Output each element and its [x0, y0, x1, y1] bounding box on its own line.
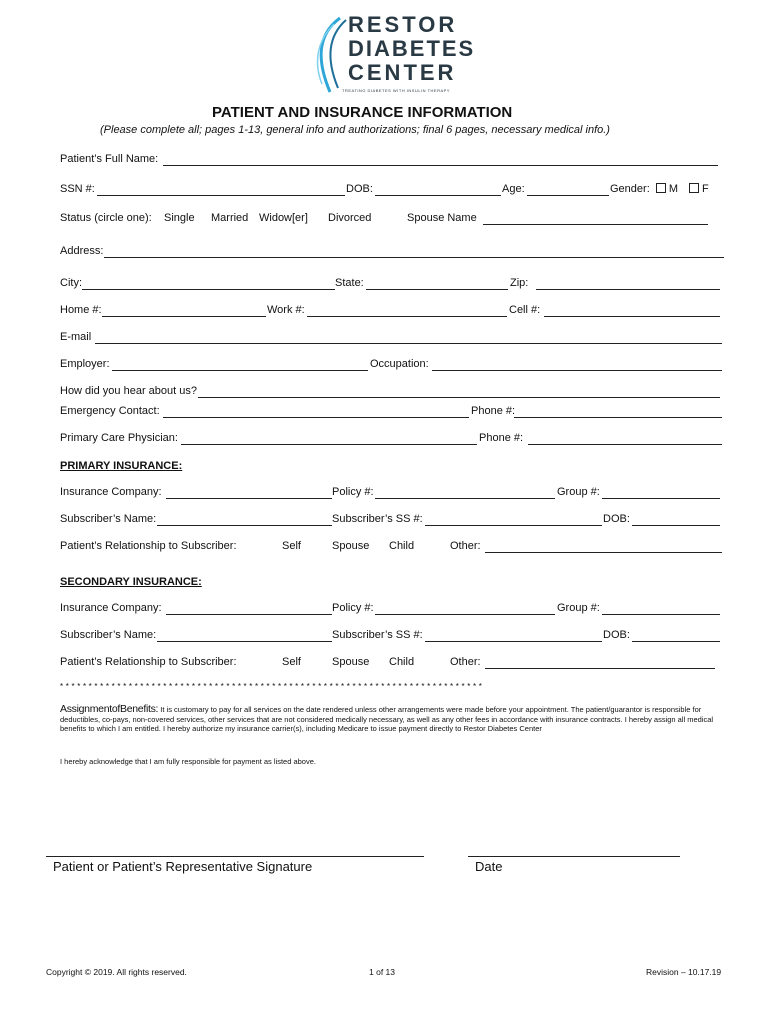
work-label: Work #:: [267, 304, 305, 316]
secondary-rel-child[interactable]: Child: [389, 656, 415, 668]
employer-field[interactable]: [112, 370, 368, 371]
dob-label: DOB:: [346, 183, 373, 195]
cell-label: Cell #:: [509, 304, 541, 316]
dob-field[interactable]: [375, 195, 501, 196]
benefits-text: It is customary to pay for all services on the date rendered unless other arrangements were made before your appointment. The patient/guarantor is responsible for deductibles, co-pays, non-covered services, other services that are not considered medically necessary, as well as any other fees in accordance with insurance contracts. I hereby assign all medical benefits to which I am entitled. I hereby authorize my insurance carrier(s), including Medicare to issue payment directly to Restor Diabetes Center: [60, 705, 714, 733]
secondary-dob-label: DOB:: [603, 629, 630, 641]
spouse-name-label: Spouse Name: [407, 212, 477, 224]
zip-field[interactable]: [536, 289, 720, 290]
gender-label: Gender:: [610, 183, 650, 195]
pcp-phone-field[interactable]: [528, 444, 722, 445]
gender-f-label: F: [702, 183, 709, 195]
email-label: E-mail: [60, 331, 92, 343]
pcp-label: Primary Care Physician:: [60, 432, 178, 444]
age-label: Age:: [502, 183, 525, 195]
email-field[interactable]: [95, 343, 722, 344]
secondary-insurance-heading: SECONDARY INSURANCE:: [60, 576, 202, 588]
primary-subscriber-label: Subscriber’s Name:: [60, 513, 157, 525]
emergency-phone-field[interactable]: [514, 417, 722, 418]
home-field[interactable]: [102, 316, 266, 317]
status-label: Status (circle one):: [60, 212, 152, 224]
hear-label: How did you hear about us?: [60, 385, 197, 397]
primary-rel-other-field[interactable]: [485, 552, 722, 553]
primary-relationship-label: Patient’s Relationship to Subscriber:: [60, 540, 237, 552]
primary-company-field[interactable]: [166, 498, 332, 499]
primary-group-label: Group #:: [557, 486, 600, 498]
secondary-relationship-label: Patient’s Relationship to Subscriber:: [60, 656, 237, 668]
primary-insurance-heading: PRIMARY INSURANCE:: [60, 460, 183, 472]
secondary-policy-field[interactable]: [375, 614, 555, 615]
secondary-group-label: Group #:: [557, 602, 600, 614]
benefits-heading: AssignmentofBenefits:: [60, 703, 159, 715]
benefits-ack: I hereby acknowledge that I am fully responsible for payment as listed above.: [60, 757, 316, 766]
page-subtitle: (Please complete all; pages 1-13, general info and authorizations; final 6 pages, necessary medical info.): [100, 124, 610, 136]
full-name-label: Patient’s Full Name:: [60, 153, 159, 165]
primary-rel-other-label: Other:: [450, 540, 481, 552]
home-label: Home #:: [60, 304, 102, 316]
emergency-label: Emergency Contact:: [60, 405, 160, 417]
secondary-rel-other-field[interactable]: [485, 668, 715, 669]
logo-line2: DIABETES: [348, 36, 476, 61]
footer-copyright: Copyright © 2019. All rights reserved.: [46, 967, 187, 977]
employer-label: Employer:: [60, 358, 110, 370]
logo-line1: RESTOR: [348, 12, 458, 37]
primary-group-field[interactable]: [602, 498, 720, 499]
state-label: State:: [335, 277, 364, 289]
status-single[interactable]: Single: [164, 212, 195, 224]
logo-tagline: TREATING DIABETES WITH INSULIN THERAPY: [342, 88, 450, 93]
secondary-subscriber-label: Subscriber’s Name:: [60, 629, 157, 641]
date-field[interactable]: [468, 856, 680, 857]
logo-line3: CENTER: [348, 60, 457, 85]
address-field[interactable]: [104, 257, 724, 258]
secondary-subscriber-ss-label: Subscriber’s SS #:: [332, 629, 423, 641]
ssn-field[interactable]: [97, 195, 345, 196]
secondary-rel-spouse[interactable]: Spouse: [332, 656, 370, 668]
secondary-policy-label: Policy #:: [332, 602, 374, 614]
primary-rel-spouse[interactable]: Spouse: [332, 540, 370, 552]
emergency-field[interactable]: [163, 417, 469, 418]
primary-policy-field[interactable]: [375, 498, 555, 499]
ssn-label: SSN #:: [60, 183, 95, 195]
gender-group: [610, 183, 709, 195]
footer-page-number: 1 of 13: [369, 967, 395, 977]
primary-rel-child[interactable]: Child: [389, 540, 415, 552]
signature-field[interactable]: [46, 856, 424, 857]
hear-field[interactable]: [198, 397, 720, 398]
age-field[interactable]: [527, 195, 609, 196]
primary-rel-self[interactable]: Self: [282, 540, 301, 552]
primary-subscriber-ss-label: Subscriber’s SS #:: [332, 513, 423, 525]
status-widow[interactable]: Widow[er]: [259, 212, 308, 224]
occupation-field[interactable]: [432, 370, 722, 371]
city-field[interactable]: [82, 289, 335, 290]
signature-label: Patient or Patient’s Representative Signature: [53, 859, 313, 874]
gender-m-label: M: [668, 183, 678, 195]
state-field[interactable]: [366, 289, 508, 290]
secondary-company-field[interactable]: [166, 614, 332, 615]
full-name-field[interactable]: [163, 165, 718, 166]
occupation-label: Occupation:: [370, 358, 429, 370]
gender-f-checkbox[interactable]: [689, 183, 699, 193]
emergency-phone-label: Phone #:: [471, 405, 516, 417]
footer-revision: Revision – 10.17.19: [646, 967, 722, 977]
pcp-field[interactable]: [181, 444, 477, 445]
primary-dob-field[interactable]: [632, 525, 720, 526]
benefits-paragraph: [60, 705, 720, 734]
secondary-company-label: Insurance Company:: [60, 602, 162, 614]
zip-label: Zip:: [510, 277, 529, 289]
status-married[interactable]: Married: [211, 212, 249, 224]
gender-m-checkbox[interactable]: [656, 183, 666, 193]
secondary-dob-field[interactable]: [632, 641, 720, 642]
date-label: Date: [475, 859, 503, 874]
secondary-rel-self[interactable]: Self: [282, 656, 301, 668]
secondary-group-field[interactable]: [602, 614, 720, 615]
spouse-name-field[interactable]: [483, 224, 708, 225]
secondary-subscriber-ss-field[interactable]: [425, 641, 602, 642]
primary-policy-label: Policy #:: [332, 486, 374, 498]
logo: [308, 12, 478, 96]
cell-field[interactable]: [544, 316, 720, 317]
secondary-rel-other-label: Other:: [450, 656, 481, 668]
pcp-phone-label: Phone #:: [479, 432, 524, 444]
primary-company-label: Insurance Company:: [60, 486, 162, 498]
stars-divider: * * * * * * * * * * * * * * * * * * * * * * * * * * * * * * * * * * * * * * * * * * * * * * * * * * * * * * * * * * * * * * * * * * * * * * * * * *: [60, 682, 483, 691]
address-label: Address:: [60, 245, 104, 257]
work-field[interactable]: [307, 316, 507, 317]
primary-subscriber-field[interactable]: [157, 525, 332, 526]
primary-subscriber-ss-field[interactable]: [425, 525, 602, 526]
page-title: PATIENT AND INSURANCE INFORMATION: [212, 104, 513, 121]
status-divorced[interactable]: Divorced: [328, 212, 372, 224]
primary-dob-label: DOB:: [603, 513, 630, 525]
secondary-subscriber-field[interactable]: [157, 641, 332, 642]
city-label: City:: [60, 277, 82, 289]
